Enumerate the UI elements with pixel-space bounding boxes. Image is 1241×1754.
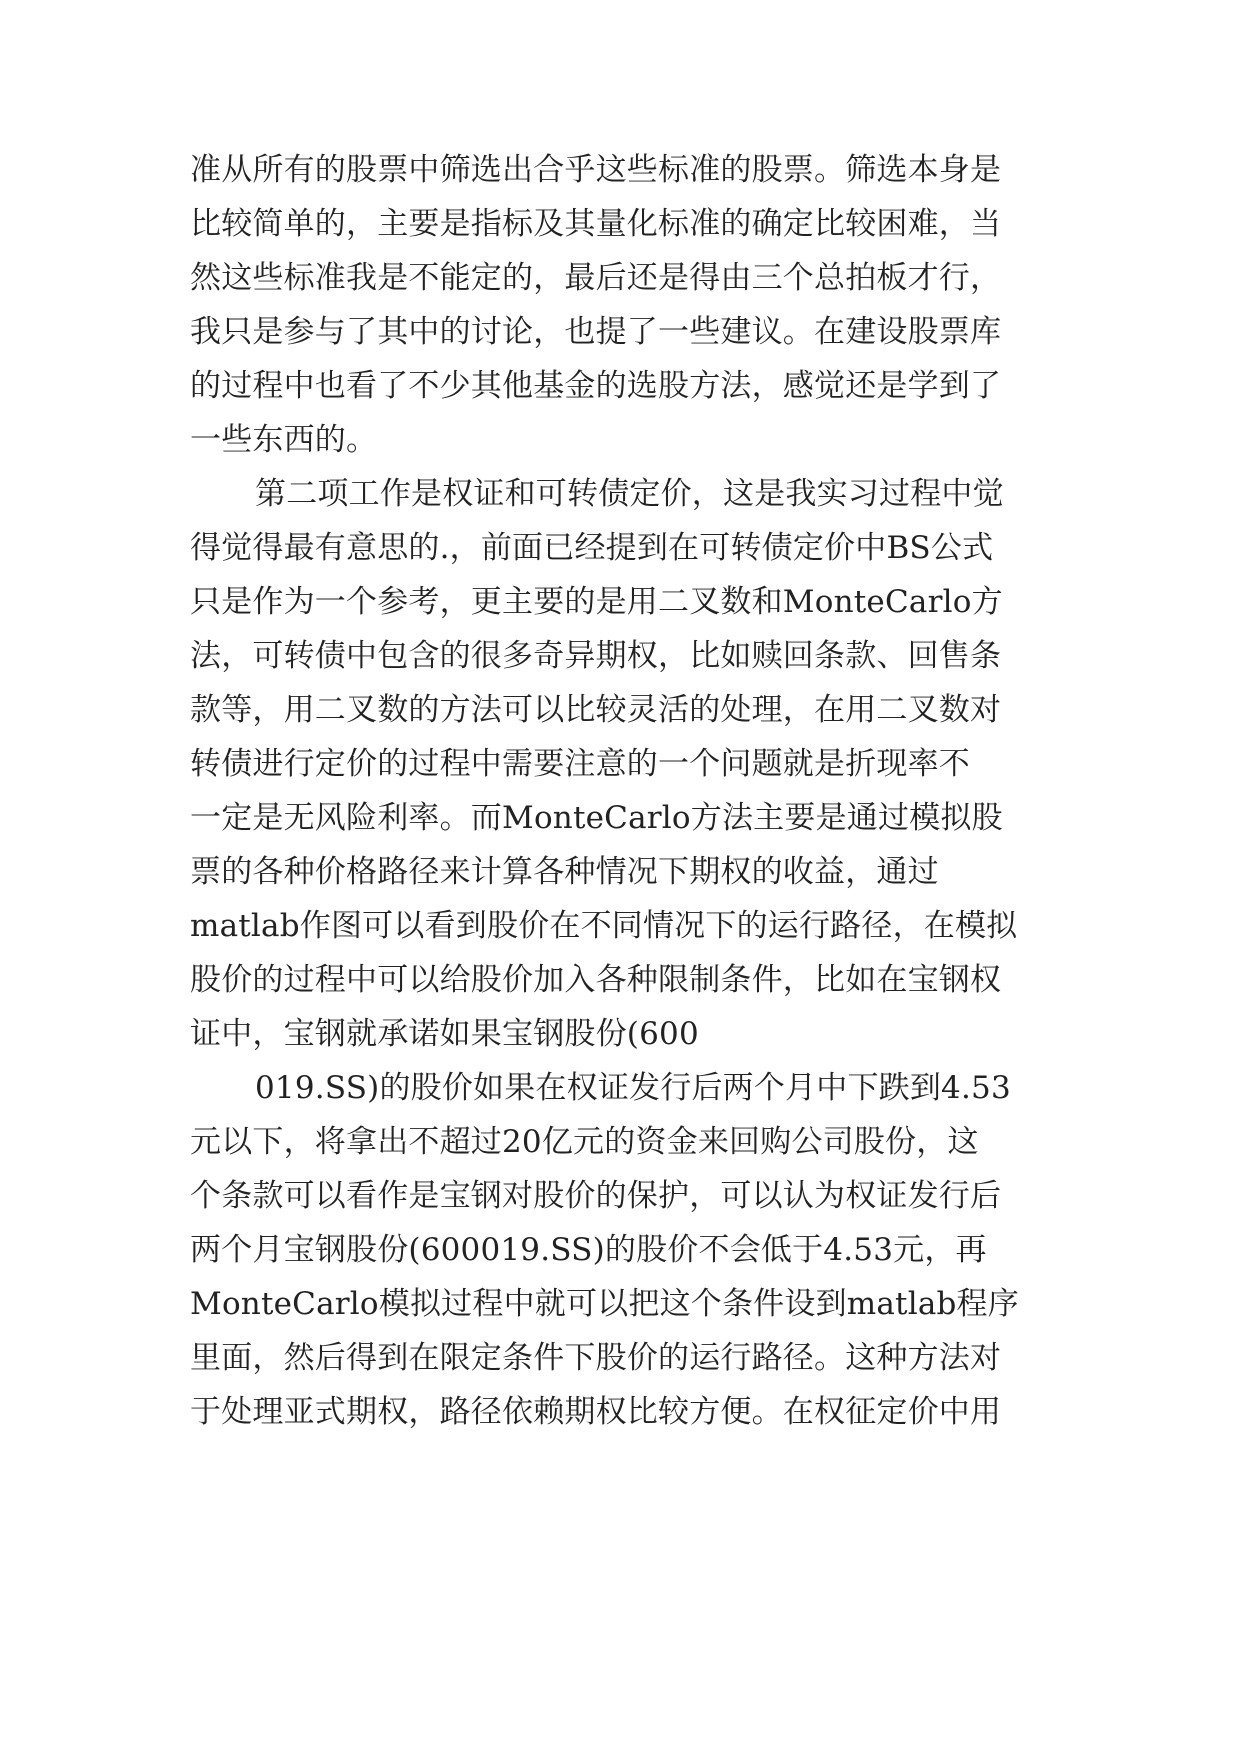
text-line: 的过程中也看了不少其他基金的选股方法，感觉还是学到了 xyxy=(190,368,1002,404)
text-line: 准从所有的股票中筛选出合乎这些标准的股票。筛选本身是 xyxy=(190,152,1002,188)
text-line: 得觉得最有意思的.，前面已经提到在可转债定价中BS公式 xyxy=(190,530,994,566)
text-line: 转债进行定价的过程中需要注意的一个问题就是折现率不 xyxy=(190,746,970,782)
text-line: 法，可转债中包含的很多奇异期权，比如赎回条款、回售条 xyxy=(190,638,1002,674)
text-line: 里面，然后得到在限定条件下股价的运行路径。这种方法对 xyxy=(190,1340,1002,1376)
text-line: 只是作为一个参考，更主要的是用二叉数和MonteCarlo方 xyxy=(190,584,1003,620)
text-line: 证中，宝钢就承诺如果宝钢股份(600 xyxy=(190,1016,699,1052)
paragraph-start-line: 第二项工作是权证和可转债定价，这是我实习过程中觉 xyxy=(255,476,1004,512)
text-line: 一些东西的。 xyxy=(190,422,378,458)
text-line: 然这些标准我是不能定的，最后还是得由三个总拍板才行， xyxy=(190,260,1002,296)
text-line: 元以下，将拿出不超过20亿元的资金来回购公司股份，这 xyxy=(190,1124,979,1160)
text-line: 于处理亚式期权，路径依赖期权比较方便。在权征定价中用 xyxy=(190,1394,1002,1430)
text-line: 一定是无风险利率。而MonteCarlo方法主要是通过模拟股 xyxy=(190,800,1003,836)
text-line: 股价的过程中可以给股价加入各种限制条件，比如在宝钢权 xyxy=(190,962,1002,998)
paragraph-start-line: 019.SS)的股价如果在权证发行后两个月中下跌到4.53 xyxy=(255,1070,1011,1106)
text-line: 比较简单的，主要是指标及其量化标准的确定比较困难，当 xyxy=(190,206,1002,242)
text-line: MonteCarlo模拟过程中就可以把这个条件设到matlab程序 xyxy=(190,1286,1019,1322)
text-line: 两个月宝钢股份(600019.SS)的股价不会低于4.53元，再 xyxy=(190,1232,987,1268)
text-line: 款等，用二叉数的方法可以比较灵活的处理，在用二叉数对 xyxy=(190,692,1002,728)
text-line: 票的各种价格路径来计算各种情况下期权的收益，通过 xyxy=(190,854,939,890)
text-line: 我只是参与了其中的讨论，也提了一些建议。在建设股票库 xyxy=(190,314,1002,350)
text-line: 个条款可以看作是宝钢对股价的保护，可以认为权证发行后 xyxy=(190,1178,1002,1214)
text-line: matlab作图可以看到股价在不同情况下的运行路径，在模拟 xyxy=(190,908,1018,944)
